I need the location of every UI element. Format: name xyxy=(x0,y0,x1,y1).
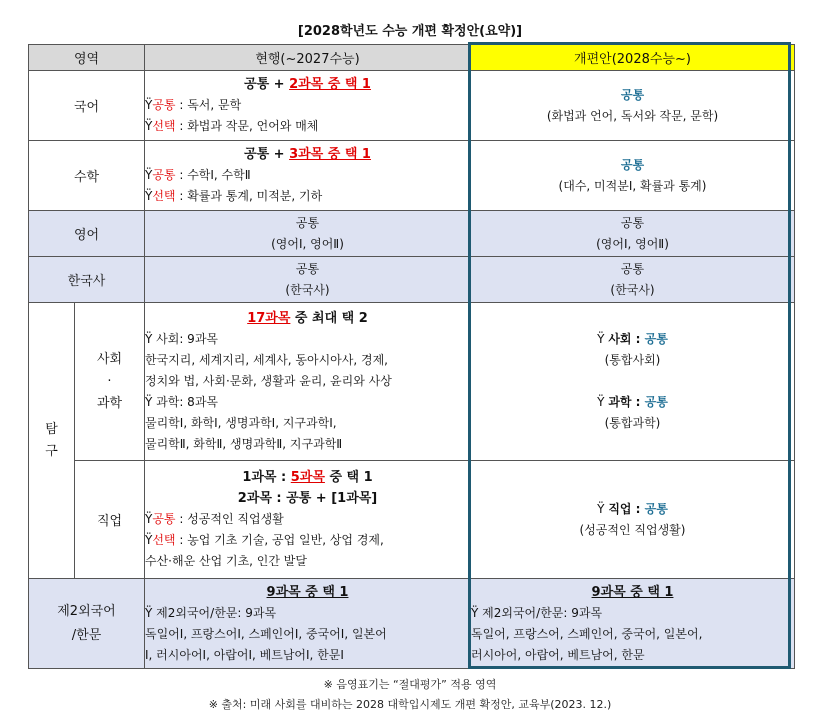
vocational-new xyxy=(471,461,795,579)
social-science-line-6: 물리학Ⅱ, 화학Ⅱ, 생명과학Ⅱ, 지구과학Ⅱ xyxy=(145,437,343,451)
social-new-sub: (통합사회) xyxy=(604,353,661,367)
korean-current xyxy=(145,71,471,141)
english-new xyxy=(471,211,795,257)
row-history xyxy=(29,257,795,303)
second-language-current-line-2: 독일어Ⅰ, 프랑스어Ⅰ, 스페인어Ⅰ, 중국어Ⅰ, 일본어 xyxy=(145,626,387,641)
second-language-current-line-3: Ⅰ, 러시아어Ⅰ, 아랍어Ⅰ, 베트남어Ⅰ, 한문Ⅰ xyxy=(145,647,344,662)
social-science-new xyxy=(471,303,795,461)
footnotes xyxy=(0,675,820,715)
vocational-current-head-2: 2과목 : 공통 + [1과목] xyxy=(237,491,378,506)
spacer xyxy=(471,371,794,392)
english-current-sub: (영어Ⅰ, 영어Ⅱ) xyxy=(271,236,344,251)
area-inquiry: 탐 구 xyxy=(29,303,75,579)
english-current-head: 공통 xyxy=(295,215,320,230)
social-new-head: Ÿ 사회 : 공통 xyxy=(597,332,668,346)
math-current-head: 공통 + 3과목 중 택 1 xyxy=(244,147,371,162)
social-science-line-2: 한국지리, 세계지리, 세계사, 동아시아사, 경제, xyxy=(145,353,388,367)
social-science-current xyxy=(145,303,471,461)
row-math xyxy=(29,141,795,211)
vocational-current-common: Ÿ공통 : 성공적인 직업생활 xyxy=(145,512,284,526)
vocational-current-elective-2: 수산·해운 산업 기초, 인간 발달 xyxy=(145,554,307,568)
social-science-line-3: 정치와 법, 사회·문화, 생활과 윤리, 윤리와 사상 xyxy=(145,374,392,388)
history-current xyxy=(145,257,471,303)
second-language-current xyxy=(145,579,471,669)
korean-new xyxy=(471,71,795,141)
korean-new-head: 공통 xyxy=(620,87,645,102)
vocational-current-head-1: 1과목 : 5과목 중 택 1 xyxy=(242,470,373,485)
vocational-new-head: Ÿ 직업 : 공통 xyxy=(597,501,668,516)
second-language-new-line-3: 러시아어, 아랍어, 베트남어, 한문 xyxy=(471,647,645,662)
area-korean: 국어 xyxy=(29,71,145,141)
history-new xyxy=(471,257,795,303)
science-new-head: Ÿ 과학 : 공통 xyxy=(597,395,668,409)
vocational-new-sub: (성공적인 직업생활) xyxy=(579,522,686,537)
row-vocational xyxy=(29,461,795,579)
header-current: 현행(~2027수능) xyxy=(145,45,471,71)
second-language-current-line-1: Ÿ 제2외국어/한문: 9과목 xyxy=(145,605,277,620)
math-current-elective: Ÿ선택 : 확률과 통계, 미적분, 기하 xyxy=(145,189,323,203)
second-language-new-line-1: Ÿ 제2외국어/한문: 9과목 xyxy=(471,605,603,620)
area-history: 한국사 xyxy=(29,257,145,303)
history-current-sub: (한국사) xyxy=(285,282,330,297)
social-science-line-1: Ÿ 사회: 9과목 xyxy=(145,332,219,346)
header-new: 개편안(2028수능~) xyxy=(471,45,795,71)
second-language-current-head: 9과목 중 택 1 xyxy=(266,584,349,600)
history-current-head: 공통 xyxy=(295,261,320,276)
math-new-head: 공통 xyxy=(620,157,645,172)
second-language-new-head: 9과목 중 택 1 xyxy=(591,584,674,600)
header-area: 영역 xyxy=(29,45,145,71)
vocational-current-elective: Ÿ선택 : 농업 기초 기술, 공업 일반, 상업 경제, xyxy=(145,533,384,547)
math-current-common: Ÿ공통 : 수학Ⅰ, 수학Ⅱ xyxy=(145,168,251,182)
korean-new-sub: (화법과 언어, 독서와 작문, 문학) xyxy=(546,108,719,123)
second-language-new-line-2: 독일어, 프랑스어, 스페인어, 중국어, 일본어, xyxy=(471,626,703,641)
history-new-head: 공통 xyxy=(620,261,645,276)
math-new xyxy=(471,141,795,211)
korean-current-head: 공통 + 2과목 중 택 1 xyxy=(244,77,371,92)
area-english: 영어 xyxy=(29,211,145,257)
row-english xyxy=(29,211,795,257)
footnote-shading: ※ 음영표기는 “절대평가” 적용 영역 xyxy=(323,678,497,691)
english-new-sub: (영어Ⅰ, 영어Ⅱ) xyxy=(596,236,669,251)
science-new-sub: (통합과학) xyxy=(604,416,661,430)
reform-table xyxy=(28,44,795,669)
row-second-language xyxy=(29,579,795,669)
social-science-line-4: Ÿ 과학: 8과목 xyxy=(145,395,219,409)
korean-current-elective: Ÿ선택 : 화법과 작문, 언어와 매체 xyxy=(145,119,319,133)
second-language-new xyxy=(471,579,795,669)
row-social-science xyxy=(29,303,795,461)
subarea-social-science: 사회 · 과학 xyxy=(75,303,145,461)
math-new-sub: (대수, 미적분Ⅰ, 확률과 통계) xyxy=(558,178,707,193)
page-title: [2028학년도 수능 개편 확정안(요약)] xyxy=(297,24,523,39)
english-new-head: 공통 xyxy=(620,215,645,230)
math-current xyxy=(145,141,471,211)
social-science-current-head: 17과목 중 최대 택 2 xyxy=(247,311,368,326)
english-current xyxy=(145,211,471,257)
history-new-sub: (한국사) xyxy=(610,282,655,297)
vocational-current xyxy=(145,461,471,579)
social-science-line-5: 물리학Ⅰ, 화학Ⅰ, 생명과학Ⅰ, 지구과학Ⅰ, xyxy=(145,416,337,430)
header-row xyxy=(29,45,795,71)
subarea-vocational: 직업 xyxy=(75,461,145,579)
row-korean xyxy=(29,71,795,141)
footnote-source: ※ 출처: 미래 사회를 대비하는 2028 대학입시제도 개편 확정안, 교육부(2023. 12.) xyxy=(208,698,612,711)
korean-current-common: Ÿ공통 : 독서, 문학 xyxy=(145,98,242,112)
area-math: 수학 xyxy=(29,141,145,211)
area-second-language: 제2외국어 /한문 xyxy=(29,579,145,669)
